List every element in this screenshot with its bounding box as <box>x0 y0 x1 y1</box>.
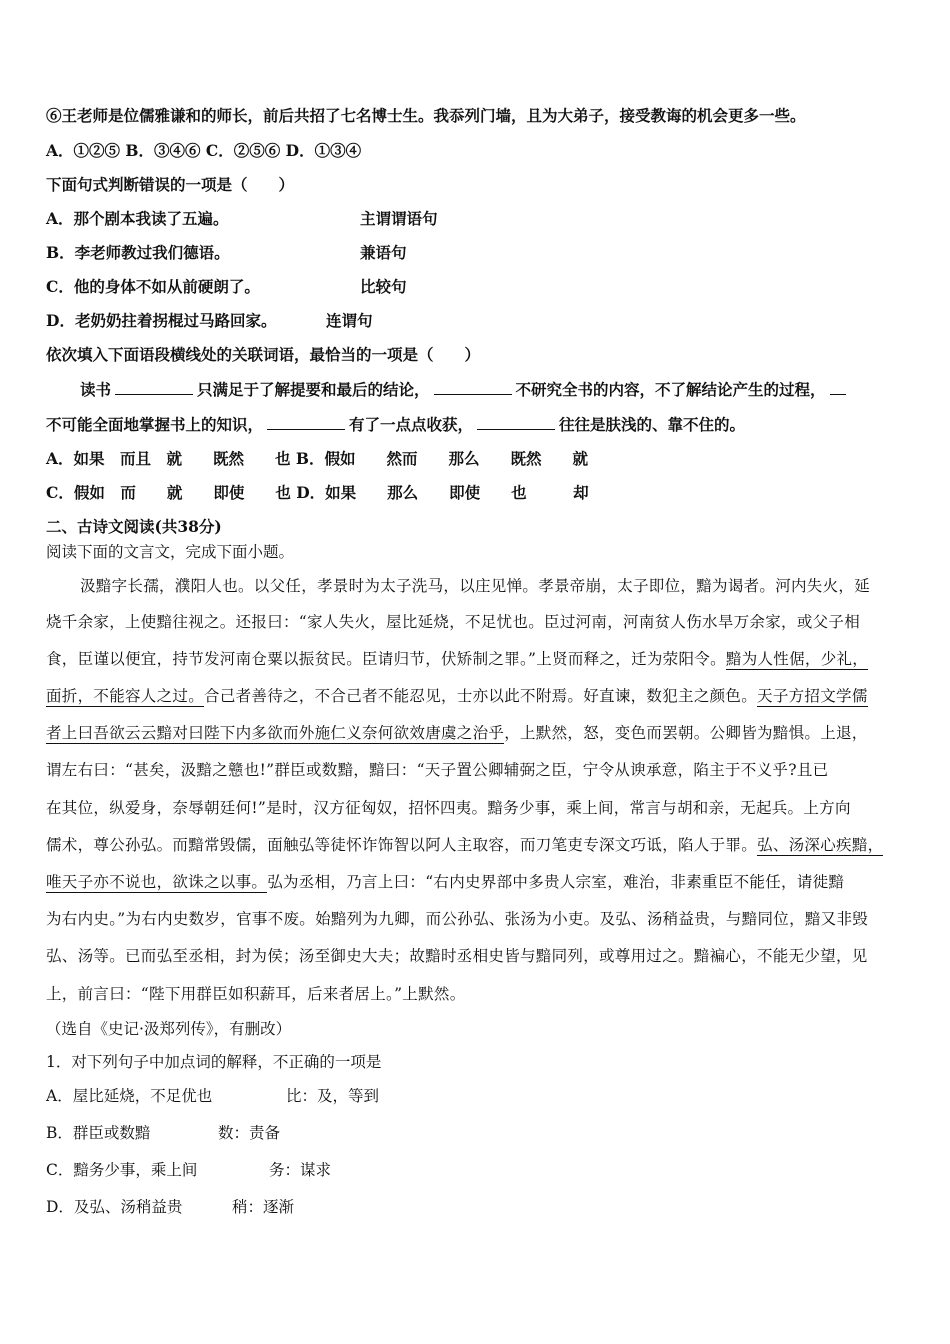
option-b-type: 兼语句 <box>360 243 407 262</box>
blank <box>115 382 193 395</box>
cloze-line-1: 读书 只满足于了解提要和最后的结论， 不研究全书的内容，不了解结论产生的过程， <box>80 378 846 400</box>
underlined-sentence: 者上曰吾欲云云黯对曰陛下内多欲而外施仁义奈何欲效唐虞之治乎 <box>46 724 505 742</box>
option-text: C．他的身体不如从前硬朗了。 <box>46 277 260 296</box>
option-c-type: 比较句 <box>360 277 407 296</box>
passage-line: 食，臣谨以便宜，持节发河南仓粟以振贫民。臣请归节，伏矫制之罪。”上贤而释之，迁为荥阳令。黯为人性倨，少礼， <box>46 650 869 668</box>
passage-line: 儒术，尊公孙弘。而黯常毁儒，面触弘等徒怀诈饰智以阿人主取容，而刀笔吏专深文巧诋，陷人于罪。弘、汤深心疾黯， <box>46 836 884 854</box>
q1-option-c: C．黯务少事，乘上间 <box>46 1161 198 1179</box>
blank <box>267 417 345 430</box>
q1-option-d: D．及弘、汤稍益贵 <box>46 1198 183 1216</box>
passage-line: 弘、汤等。已而弘至丞相，封为侯；汤至御史大夫；故黯时丞相史皆与黯同列，或尊用过之。黯褊心，不能无少望，见 <box>46 947 868 965</box>
option-text: A．那个剧本我读了五遍。 <box>46 209 229 228</box>
question-stem: 依次填入下面语段横线处的关联词语，最恰当的一项是（ ） <box>46 345 481 364</box>
underlined-sentence: 黯为人性倨，少礼， <box>725 650 869 668</box>
q1-option-a-gloss: 比：及，等到 <box>286 1087 380 1105</box>
section-title: 二、古诗文阅读(共38分) <box>46 517 222 536</box>
passage-line: 在其位，纵爱身，奈辱朝廷何!”是时，汉方征匈奴，招怀四夷。黯务少事，乘上间，常言与胡和亲，无起兵。上方向 <box>46 799 851 817</box>
passage-line: 烧千余家，上使黯往视之。还报曰：“家人失火，屋比延烧，不足忧也。臣过河南，河南贫人伤水旱万余家，或父子相 <box>46 613 861 631</box>
underlined-sentence: 唯天子亦不说也，欲诛之以事。 <box>46 873 268 891</box>
underlined-sentence: 弘、汤深心疾黯， <box>757 836 884 854</box>
passage-line: 者上曰吾欲云云黯对曰陛下内多欲而外施仁义奈何欲效唐虞之治乎，上默然，怒，变色而罢朝。公卿皆为黯惧。上退， <box>46 724 868 742</box>
option-text: B．李老师教过我们德语。 <box>46 243 230 262</box>
option-d-type: 连谓句 <box>326 311 373 330</box>
q1-option-a: A．屋比延烧，不足优也 <box>46 1087 213 1105</box>
q1-option-b-gloss: 数：责备 <box>218 1124 281 1142</box>
option-text: D．老奶奶拄着拐棍过马路回家。 <box>46 311 277 330</box>
source-citation: （选自《史记·汲郑列传》，有删改） <box>46 1020 292 1038</box>
underlined-sentence: 天子方招文学儒 <box>757 687 868 705</box>
passage-line: 为右内史。”为右内史数岁，官事不废。始黯列为九卿，而公孙弘、张汤为小吏。及弘、汤稍益贵，与黯同位，黯又非毁 <box>46 910 869 928</box>
options-cd: C．假如 而 就 即使 也 D．如果 那么 即使 也 却 <box>46 483 589 502</box>
options-ab: A．如果 而且 就 既然 也 B．假如 然而 那么 既然 就 <box>46 449 589 468</box>
q1-option-d-gloss: 稍：逐渐 <box>232 1198 295 1216</box>
question-stem: 1．对下列句子中加点词的解释，不正确的一项是 <box>46 1053 382 1071</box>
passage-line: 面折，不能容人之过。合己者善待之，不合己者不能忍见，士亦以此不附焉。好直谏，数犯主之颜色。天子方招文学儒 <box>46 687 868 705</box>
item-6: ⑥王老师是位儒雅谦和的师长，前后共招了七名博士生。我忝列门墙，且为大弟子，接受教诲的机会更多一些。 <box>46 106 806 125</box>
passage-line: 唯天子亦不说也，欲诛之以事。弘为丞相，乃言上曰：“右内史界部中多贵人宗室，难治，非素重臣不能任，请徙黯 <box>46 873 845 891</box>
q1-option-b: B．群臣或数黯 <box>46 1124 151 1142</box>
question-stem: 下面句式判断错误的一项是（ ） <box>46 175 295 194</box>
blank <box>434 382 512 395</box>
option-a-type: 主谓谓语句 <box>360 209 438 228</box>
option-a <box>46 207 229 229</box>
instruction: 阅读下面的文言文，完成下面小题。 <box>46 543 295 561</box>
cloze-line-2: 不可能全面地掌握书上的知识， 有了一点点收获， 往往是肤浅的、靠不住的。 <box>46 415 746 434</box>
blank <box>830 382 846 395</box>
passage-line: 上，前言曰：“陛下用群臣如积薪耳，后来者居上。”上默然。 <box>46 985 466 1003</box>
blank <box>477 417 555 430</box>
underlined-sentence: 面折，不能容人之过。 <box>46 687 205 705</box>
option-d <box>46 309 276 331</box>
option-b <box>46 241 230 263</box>
q1-option-c-gloss: 务：谋求 <box>269 1161 332 1179</box>
answer-options: A．①②⑤ B．③④⑥ C．②⑤⑥ D．①③④ <box>46 141 362 160</box>
passage-line: 汲黯字长孺，濮阳人也。以父任，孝景时为太子洗马，以庄见惮。孝景帝崩，太子即位，黯为谒者。河内失火，延 <box>80 577 871 595</box>
passage-line: 谓左右曰：“甚矣，汲黯之戆也!”群臣或数黯，黯曰：“天子置公卿辅弼之臣，宁令从谀承意，陷主于不义乎?且已 <box>46 761 829 779</box>
option-c <box>46 275 260 297</box>
